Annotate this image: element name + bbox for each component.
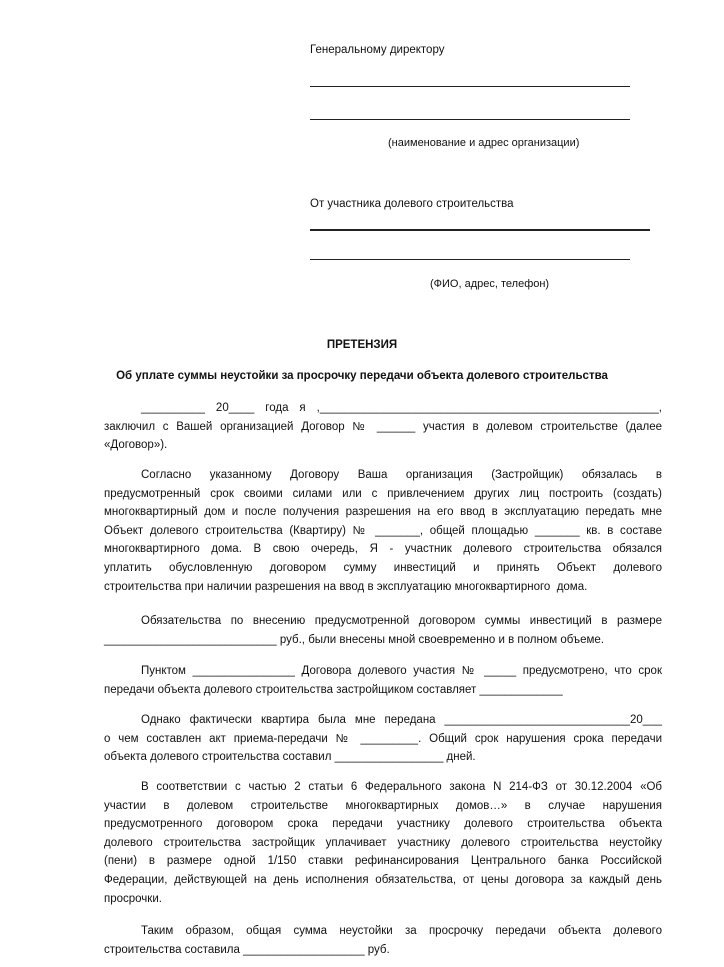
text-line: предусмотренный срок своими силами или с привлечением других лиц построить (создать)	[104, 487, 662, 500]
sender-address-blank-line[interactable]	[310, 259, 630, 260]
text-line: Согласно указанному Договору Ваша организация (Застройщик) обязалась в	[141, 469, 662, 481]
text-line: заключил с Вашей организацией Договор № ______ участия в долевом строительстве (далее	[104, 420, 662, 433]
text-line: (пени) в размере одной 1/150 ставки рефинансирования Центрального банка Российской	[104, 855, 662, 868]
text-line: долевого строительства застройщик уплачивает участнику долевого строительства неустойку	[104, 836, 662, 849]
text-line: многоквартирного дома. В свою очередь, Я - участник долевого строительства обязался	[104, 543, 662, 556]
org-caption: (наименование и адрес организации)	[388, 137, 580, 149]
text-line: ___________________________ руб., были внесены мной своевременно и в полном объеме.	[104, 633, 605, 646]
paragraph-delay	[104, 711, 662, 767]
paragraph-obligations	[104, 466, 662, 596]
text-line: уплатить обусловленную договором сумму инвестиций и принять Объект долевого	[104, 561, 662, 574]
text-line: многоквартирный дом и после получения разрешения на его ввод в эксплуатацию передать мне	[104, 506, 662, 519]
text-line: «Договор»).	[104, 439, 168, 452]
paragraph-total	[104, 922, 662, 959]
text-line: Объект долевого строительства (Квартиру) № _______, общей площадью _______ кв. в составе	[104, 524, 662, 537]
text-line: Однако фактически квартира была мне передана _____________________________20___	[141, 714, 662, 726]
text-line: о чем составлен акт приема-передачи № _________. Общий срок нарушения срока передачи	[104, 732, 662, 745]
text-line: Обязательства по внесению предусмотренной договором суммы инвестиций в размере	[141, 615, 662, 627]
paragraph-contract	[104, 399, 662, 455]
addressee-label: Генеральному директору	[310, 44, 445, 56]
text-line: участии в долевом строительстве многоквартирных домов…» в случае нарушения	[104, 799, 662, 812]
text-line: __________ 20____ года я ,_____________________________________________________,	[141, 402, 662, 414]
sender-name-blank-line[interactable]	[310, 229, 650, 231]
paragraph-term	[104, 662, 662, 699]
text-line: строительства составила ___________________ руб.	[104, 943, 390, 956]
text-line: В соответствии с частью 2 статьи 6 Федерального закона N 214-ФЗ от 30.12.2004 «Об	[141, 781, 662, 793]
text-line: объекта долевого строительства составил _________________ дней.	[104, 751, 476, 764]
document-title: ПРЕТЕНЗИЯ	[326, 339, 398, 351]
paragraph-law	[104, 778, 662, 908]
text-line: Федерации, действующей на день исполнения обязательства, от цены договора за каждый день	[104, 873, 662, 886]
text-line: предусмотренного договором срока передачи участнику долевого строительства объекта	[104, 818, 662, 831]
text-line: строительства при наличии разрешения на ввод в эксплуатацию многоквартирного дома.	[104, 580, 588, 593]
paragraph-investment	[104, 612, 662, 649]
sender-label: От участника долевого строительства	[310, 198, 514, 210]
document-subtitle: Об уплате суммы неустойки за просрочку передачи объекта долевого строительства	[116, 370, 608, 382]
text-line: Таким образом, общая сумма неустойки за просрочку передачи объекта долевого	[141, 925, 662, 937]
text-line: передачи объекта долевого строительства застройщиком составляет _____________	[104, 683, 563, 696]
text-line: Пунктом ________________ Договора долевого участия № _____ предусмотрено, что срок	[141, 665, 662, 677]
org-name-blank-line[interactable]	[310, 86, 630, 87]
person-caption: (ФИО, адрес, телефон)	[430, 278, 550, 290]
text-line: просрочки.	[104, 892, 162, 905]
org-address-blank-line[interactable]	[310, 119, 630, 120]
